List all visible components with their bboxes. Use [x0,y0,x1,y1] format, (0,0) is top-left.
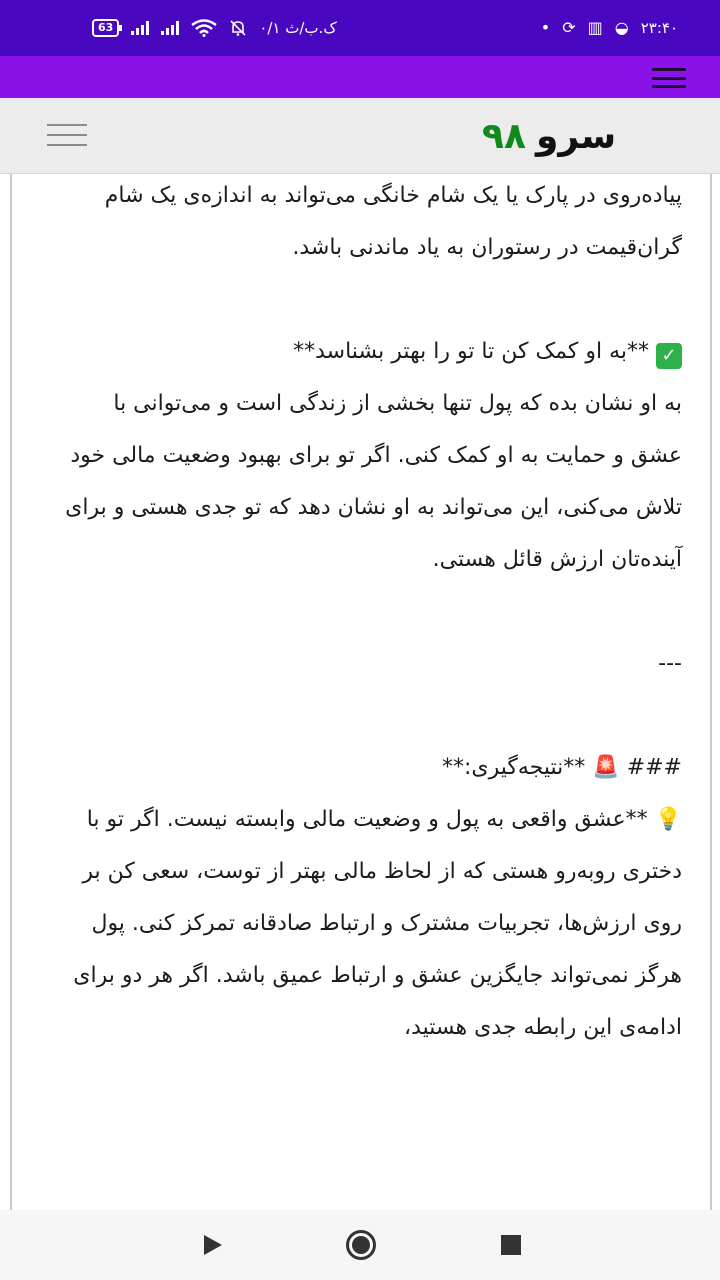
home-circle-icon [346,1230,376,1260]
paragraph-text: نیست. اگر تو با دختری روبه‌رو هستی که از لحاظ مالی بهتر از توست، سعی کن بر روی ارزش‌ها، تجربیات مشترک و ارتباط صادقانه تمرکز کنی. پول هرگز نمی‌تواند جایگزین عشق و ارتباط عمیق باشد. اگر هر دو برای ادامه‌ی این رابطه جدی هستید، [73,807,682,1040]
spacer [60,690,682,742]
system-nav-bar [0,1210,720,1280]
battery-icon [92,19,119,37]
store-app-icon: ▥ [587,18,603,37]
frame-border-left [10,174,12,1210]
logo-text: سرو [535,115,617,157]
app-bar [0,56,720,98]
home-button[interactable] [344,1228,378,1262]
dot-icon: • [540,18,551,37]
divider-text: --- [658,651,682,676]
signal-icon [131,21,149,35]
article-frame [0,174,720,1210]
recents-button[interactable] [494,1228,528,1262]
conclusion-title: **نتیجه‌گیری:** [442,755,586,780]
conclusion-heading [60,742,682,794]
back-button[interactable] [196,1228,230,1262]
network-speed: ۰/۱ ک.ب/ث [259,19,337,37]
basket-app-icon: ◒ [614,18,629,37]
site-logo[interactable] [482,112,616,160]
status-bar-left [92,19,337,37]
logo-number: ۹۸ [482,115,526,157]
site-header [0,98,720,174]
article-paragraph: پیاده‌روی در پارک یا یک شام خانگی می‌تواند به اندازه‌ی یک شام گران‌قیمت در رستوران به یاد ماندنی باشد. [104,183,682,260]
site-menu-icon[interactable] [47,124,87,146]
status-time: ۲۳:۴۰ [640,19,678,37]
triangle-icon [204,1235,222,1255]
app-menu-icon[interactable] [652,68,686,88]
siren-icon: 🚨 [592,755,620,780]
article-paragraph [60,794,682,1054]
sync-app-icon: ⟳ [562,18,576,37]
check-mark-icon: ✓ [656,343,682,369]
wifi-icon [191,19,217,37]
article-heading [60,326,682,378]
status-bar-right [541,19,678,37]
heading-text: **به او کمک کن تا تو را بهتر بشناسد** [293,339,649,364]
article-body [60,174,682,1054]
status-bar [0,0,720,56]
article-paragraph: به او نشان بده که پول تنها بخشی از زندگی است و می‌توانی با عشق و حمایت به او کمک کنی. اگر تو برای بهبود وضعیت مالی خود تلاش می‌کنی، این می‌تواند به او نشان دهد که تو جدی هستی و برای آینده‌تان ارزش قائل هستی. [65,391,682,572]
signal-icon [161,21,179,35]
bold-lead: **عشق واقعی به پول و وضعیت مالی وابسته [234,807,648,832]
markdown-prefix: ### [626,755,682,780]
spacer [60,586,682,638]
lightbulb-icon: 💡 [654,807,682,832]
battery-level: 63 [98,21,114,34]
spacer [60,274,682,326]
square-icon [501,1235,521,1255]
bell-off-icon [229,19,247,37]
frame-border-right [710,174,712,1210]
